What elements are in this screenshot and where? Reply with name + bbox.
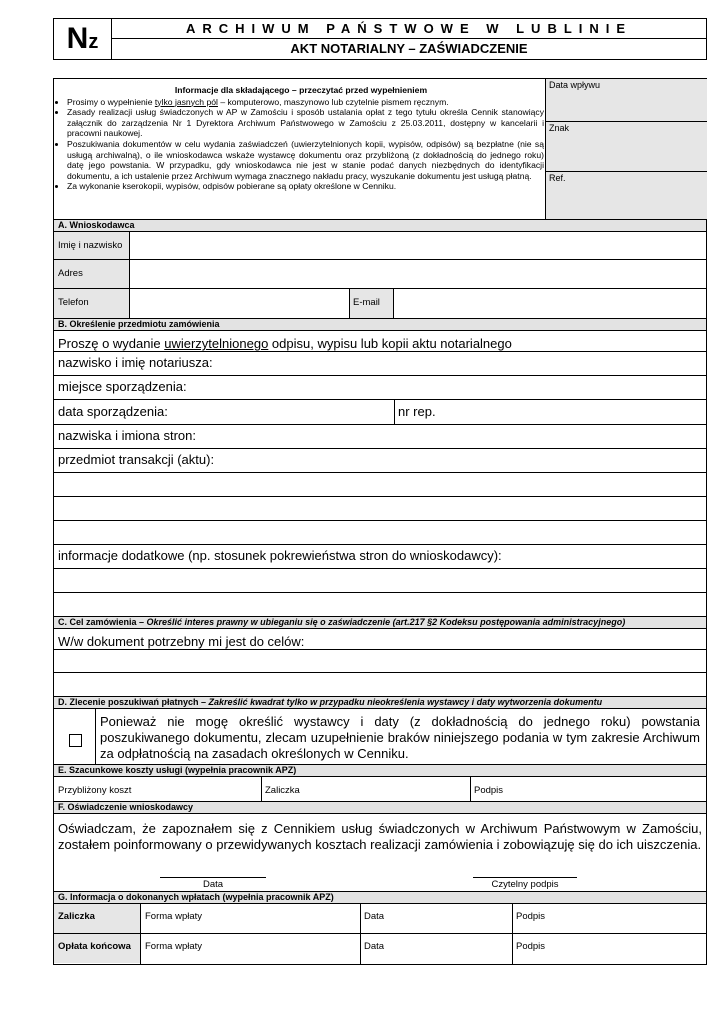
info-list [58,97,544,192]
purpose-input[interactable] [54,629,706,696]
info-bullet-3: • Poszukiwania dokumentów w celu wydania zaświadczeń (uwierzytelnionych kopii, wypisów, odpisów) są bezpłatne (nie są usługą archiwalną), o ile wnioskodawca wskaże wystawcę dokumentu oraz przybliżoną (z dokładnością do jednego roku) datę jego powstania. W przypadku, gdy wnioskodawca nie jest w stanie podać danych niezbędnych do identyfikacji dokumentu, a ich ustalenie przez Archiwum wymaga znacznego nakładu pracy, wyszukanie dokumentu jest usługą płatną. [67,139,544,181]
payment-row-advance-date: Data [364,911,385,922]
section-c-title: C. Cel zamówienia – Określić interes prawny w ubieganiu się o zaświadczenie (art.217 §2 Kodeksu postępowania administracyjnego) [54,617,706,628]
info-bullet-1: • Prosimy o wypełnienie tylko jasnych pól – komputerowo, maszynowo lub czytelnie pismem ręcznym. [67,97,544,108]
form-code [54,19,112,59]
info-title: Informacje dla składającego – przeczytać przed wypełnieniem [174,85,428,95]
additional-info-label: informacje dodatkowe (np. stosunek pokrewieństwa stron do wnioskodawcy): [58,548,502,563]
info-box [53,78,707,220]
date-drawn-input[interactable] [184,400,394,424]
notary-label: nazwisko i imię notariusza: [58,355,213,370]
payment-row-final-form: Forma wpłaty [145,941,203,952]
parties-label: nazwiska i imiona stron: [58,428,196,443]
paid-search-checkbox[interactable] [69,734,82,747]
section-g-title: G. Informacja o dokonanych wpłatach (wypełnia pracownik APZ) [54,892,706,903]
archive-name: ARCHIWUM PAŃSTWOWE W LUBLINIE [112,19,706,39]
parties-input[interactable] [224,425,706,448]
info-text [58,85,544,192]
info-bullet-2: • Zasady realizacji usług świadczonych w AP w Zamościu i sposób ustalania opłat z tego tytułu określa Cennik stanowiący załącznik do zarządzenia Nr 1 Dyrektora Archiwum Państwowego w Zamościu z 25.03.2011, dostępny w kancelarii i pracowni naukowej. [67,107,544,139]
date-received-field[interactable]: Data wpływu [546,79,707,122]
payment-row-final-signature: Podpis [516,941,546,952]
document-title: AKT NOTARIALNY – ZAŚWIADCZENIE [290,41,528,56]
applicant-signature-line[interactable] [473,877,577,878]
payment-row-final-date: Data [364,941,385,952]
phone-input[interactable] [130,289,349,318]
advance-label: Zaliczka [265,785,300,796]
statement-text: Oświadczam, że zapoznałem się z Cennikiem usług świadczonych w Archiwum Państwowym w Zamościu, zostałem poinformowany o przewidywanych kosztach realizacji zamówienia i zobowiązuję się do ich uiszczenia. [58,821,702,852]
section-a-title: A. Wnioskodawca [54,220,706,231]
date-drawn-label: data sporządzenia: [58,404,168,419]
place-label: miejsce sporządzenia: [58,379,187,394]
info-bullet-4: • Za wykonanie kserokopii, wypisów, odpisów pobierane są opłaty określone w Cenniku. [67,181,544,192]
office-use-panel [545,79,707,219]
phone-label: Telefon [58,297,89,308]
form-code-sub: z [88,31,99,53]
section-d-title: D. Zlecenie poszukiwań płatnych – Zakreślić kwadrat tylko w przypadku nieokreślenia wystawcy i daty wytworzenia dokumentu [54,697,706,708]
date-signature-line[interactable] [160,877,266,878]
payment-row-advance-form: Forma wpłaty [145,911,203,922]
payment-row-advance-signature: Podpis [516,911,546,922]
purpose-label: W/w dokument potrzebny mi jest do celów: [58,634,305,649]
email-label: E-mail [353,297,380,308]
statement-date-label: Data [202,879,224,890]
section-b-title: B. Określenie przedmiotu zamówienia [54,319,706,330]
staff-signature-label: Podpis [474,785,504,796]
section-e-title: E. Szacunkowe koszty usługi (wypełnia pracownik APZ) [54,765,706,776]
request-text: Proszę o wydanie uwierzytelnionego odpisu, wypisu lub kopii aktu notarialnego [58,336,512,351]
notary-input[interactable] [224,352,706,375]
rep-number-input[interactable] [444,400,706,424]
subject-label: przedmiot transakcji (aktu): [58,452,215,467]
applicant-signature-label: Czytelny podpis [491,879,559,890]
payment-row-final-label: Opłata końcowa [58,941,131,952]
form-code-main: N [66,22,89,55]
form-header [53,18,707,60]
payment-row-advance-label: Zaliczka [58,911,95,922]
paid-search-text: Ponieważ nie mogę określić wystawcy i daty (z dokładnością do jednego roku) powstania poszukiwanego dokumentu, zlecam uzupełnienie braków niniejszego podania w tym zakresie Archiwum za odpłatnością na zasadach określonych w Cenniku. [100,714,700,761]
email-input[interactable] [394,289,706,318]
rep-number-label: nr rep. [398,404,436,419]
application-form [53,220,707,965]
place-input[interactable] [204,376,706,399]
ref-field[interactable]: Ref. [549,173,566,183]
name-label: Imię i nazwisko [58,240,123,251]
estimated-cost-label: Przybliżony koszt [58,785,132,796]
address-input[interactable] [130,260,706,288]
sign-field[interactable]: Znak [546,122,707,172]
name-input[interactable] [130,232,706,259]
section-f-title: F. Oświadczenie wnioskodawcy [54,802,706,813]
address-label: Adres [58,268,83,279]
